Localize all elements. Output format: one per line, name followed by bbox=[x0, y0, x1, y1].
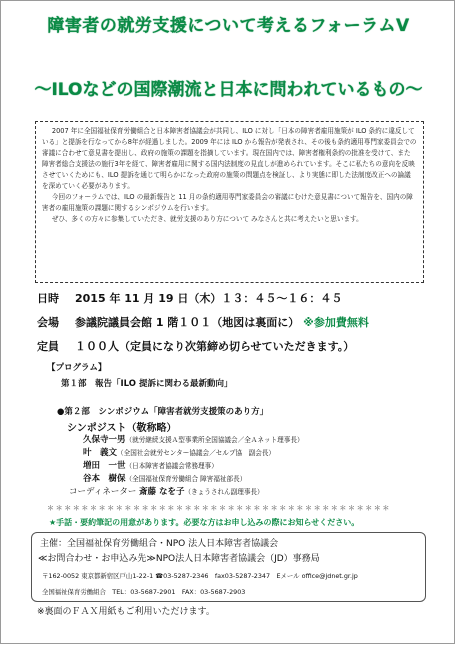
coordinator-affiliation: （きょうされん副理事長） bbox=[184, 488, 264, 496]
capacity-label: 定員 bbox=[37, 340, 59, 353]
panelist bbox=[83, 472, 246, 484]
panelist-name: 増田 一世 bbox=[83, 461, 126, 471]
inquiry-heading: ≪お問合わせ・お申込み先≫NPO法人日本障害者協議会（JD）事務局 bbox=[38, 554, 320, 564]
coordinator-name: 斎藤 なを子 bbox=[139, 487, 185, 497]
star-separator: ＊＊＊＊＊＊＊＊＊＊＊＊＊＊＊＊＊＊＊＊＊＊＊＊＊＊＊＊＊＊＊＊＊＊＊＊＊＊＊＊ bbox=[47, 504, 391, 512]
event-venue bbox=[37, 314, 369, 330]
venue-value: 参議院議員会館 1 階１０１（地図は裏面に） bbox=[75, 316, 300, 329]
panelist-affiliation: （日本障害者協議会常務理事） bbox=[125, 462, 218, 470]
intro-paragraph: ぜひ、多くの方々に参集していただき、就労支援のあり方について みなさんと共に考えたいと思います。 bbox=[51, 215, 363, 223]
event-date bbox=[37, 290, 342, 306]
organizers: 主催：全国福祉保育労働組合・NPO 法人日本障害者協議会 bbox=[40, 539, 279, 549]
intro-paragraph: 2007 年に全国福祉保育労働組合と日本障害者協議会が共同し、ILO に対し「日本の障害者雇用施策が ILO 条約に違反している」と提訴を行なってから8年が経過しました。2009 年には ILO から報告が発表され、その後も条約適用専門家委員会での審議に合わせて意見書を提出し、政府の施策の課題を指摘しています。現在国内では、障害者権利条約の批准を受けて、また障害者総合支援法の施行3年を経て、障害者雇用に関する国内法制度の見直しが進められています。そこに私たちの意向を反映させていくためにも、ILO 提訴を通じて明らかになった政府の施策の問題点を検証し、より実態に即した法制度改正への論議を深めていく必要があります。 bbox=[42, 127, 417, 190]
coordinator-label: コーディネーター bbox=[69, 487, 137, 497]
date-label: 日時 bbox=[37, 292, 59, 305]
contact-box bbox=[31, 532, 426, 602]
panelist bbox=[83, 446, 275, 458]
panelist bbox=[83, 459, 218, 471]
title-spacer bbox=[1, 41, 455, 71]
symposists-label: シンポジスト（敬称略） bbox=[67, 423, 177, 434]
program-heading: 【プログラム】 bbox=[47, 363, 107, 373]
union-contact: 全国福祉保育労働組合 TEL：03-5687-2901 FAX：03-5687-2903 bbox=[42, 588, 246, 596]
panelist-affiliation: （全国福祉保育労働組合 障害福祉部長） bbox=[125, 475, 247, 483]
date-value: 2015 年 11 月 19 日（木）１３：４５～１６：４５ bbox=[75, 292, 343, 305]
flyer-title: 障害者の就労支援について考えるフォーラムⅤ bbox=[47, 16, 410, 36]
panelist-affiliation: （就労継続支援Ａ型事業所全国協議会／全Ａネット理事長） bbox=[125, 436, 304, 444]
program-part1: 第１部 報告「ILO 提訴に関わる最新動向」 bbox=[61, 379, 233, 389]
venue-label: 会場 bbox=[37, 316, 59, 329]
sign-language-notice: ★手話・要約筆記の用意があります。必要な方はお申し込みの際にお知らせください。 bbox=[49, 518, 360, 527]
panelist-name: 谷本 樹保 bbox=[83, 474, 126, 484]
fax-form-note: ※裏面のＦＡＸ用紙もご利用いただけます。 bbox=[37, 607, 215, 617]
panelist-name: 久保寺一男 bbox=[83, 435, 126, 445]
flyer-subtitle: ～ILOなどの国際潮流と日本に問われているもの～ bbox=[34, 80, 423, 100]
intro-box bbox=[35, 121, 424, 283]
jd-address: 〒162-0052 東京都新宿区戸山1-22-1 ☎03-5287-2346 fax03-5287-2347 Eメール office@jdnet.gr.jp bbox=[42, 572, 358, 580]
coordinator bbox=[69, 485, 264, 497]
capacity-value: １００人（定員になり次第締め切らせていただきます。） bbox=[75, 340, 355, 353]
event-capacity bbox=[37, 338, 354, 354]
panelist-name: 叶 義文 bbox=[83, 448, 118, 458]
panelist bbox=[83, 433, 304, 445]
intro-paragraph: 今回のフォーラムでは、ILO の最新報告と 11 月の条約適用専門家委員会の審議にむけた意見書について報告を、国内の障害者の雇用施策の課題に関するシンポジウムを行います。 bbox=[42, 193, 413, 212]
panelist-affiliation: （全国社会就労センター協議会／セルプ協 副会長） bbox=[117, 449, 276, 457]
program-part2: ●第２部 シンポジウム「障害者就労支援策のあり方」 bbox=[57, 407, 269, 417]
free-admission-note: ※参加費無料 bbox=[303, 316, 369, 329]
